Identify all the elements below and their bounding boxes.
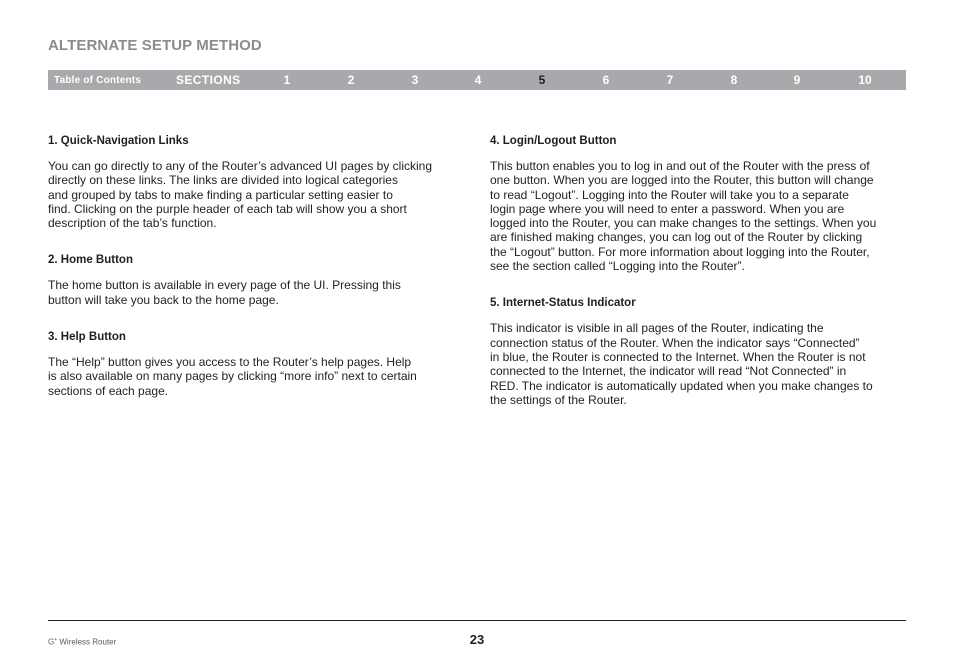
section-link-5-active[interactable]: 5 — [538, 73, 546, 87]
page-number: 23 — [469, 632, 485, 647]
section-link-9[interactable]: 9 — [793, 73, 801, 87]
product-name — [48, 637, 116, 647]
section-title: ALTERNATE SETUP METHOD — [48, 37, 262, 54]
section-heading: 1. Quick-Navigation Links — [48, 135, 189, 147]
table-of-contents-link[interactable]: Table of Contents — [54, 75, 142, 86]
section-body: This button enables you to log in and out of the Router with the press of one button. When you are logged into the Router, this button will change to read “Logout”. Logging into the Router will take you to a separate login page where you will need to enter a password. When you are logged into the Router, you can make changes to the settings. When you are finished making changes, you can log out of the Router by clicking the “Logout” button. For more information about logging into the Router, see the section called “Logging into the Router”. — [490, 159, 877, 274]
section-link-3[interactable]: 3 — [411, 73, 419, 87]
login-logout-button-section — [490, 133, 910, 273]
section-body: The home button is available in every page of the UI. Pressing this button will take you back to the home page. — [48, 278, 401, 307]
section-link-2[interactable]: 2 — [347, 73, 355, 87]
section-body: You can go directly to any of the Router’s advanced UI pages by clicking directly on these links. The links are divided into logical categories and grouped by tabs to make finding a particular setting easier to find. Clicking on the purple header of each tab will show you a short description of the tab’s function. — [48, 159, 433, 231]
section-heading: 4. Login/Logout Button — [490, 135, 617, 147]
section-body: This indicator is visible in all pages of the Router, indicating the connection status of the Router. When the indicator says “Connected” in blue, the Router is connected to the Internet. When the Router is not connected to the Internet, the indicator will read “Not Connected” in RED. The indicator is automatically updated when you make changes to the settings of the Router. — [490, 321, 873, 407]
section-link-6[interactable]: 6 — [602, 73, 610, 87]
sections-label: SECTIONS — [176, 73, 241, 87]
section-link-10[interactable]: 10 — [858, 73, 872, 87]
section-body: The “Help” button gives you access to the Router’s help pages. Help is also available on many pages by clicking “more info” next to certain sections of each page. — [48, 355, 417, 398]
internet-status-indicator-section — [490, 295, 910, 407]
product-prefix: G — [48, 637, 55, 647]
section-heading: 2. Home Button — [48, 254, 133, 267]
section-link-4[interactable]: 4 — [474, 73, 482, 87]
section-link-1[interactable]: 1 — [283, 73, 291, 87]
section-link-7[interactable]: 7 — [666, 73, 674, 87]
help-button-section — [48, 329, 468, 398]
product-superscript: + — [54, 637, 58, 643]
home-button-section — [48, 252, 468, 307]
section-link-8[interactable]: 8 — [730, 73, 738, 87]
quick-navigation-links-section — [48, 133, 468, 230]
section-heading: 3. Help Button — [48, 331, 126, 344]
section-navigation-bar — [48, 70, 906, 90]
product-suffix: Wireless Router — [57, 637, 117, 647]
footer-divider — [48, 620, 906, 621]
left-column — [48, 133, 468, 398]
right-column — [490, 133, 910, 407]
section-heading: 5. Internet-Status Indicator — [490, 297, 636, 310]
